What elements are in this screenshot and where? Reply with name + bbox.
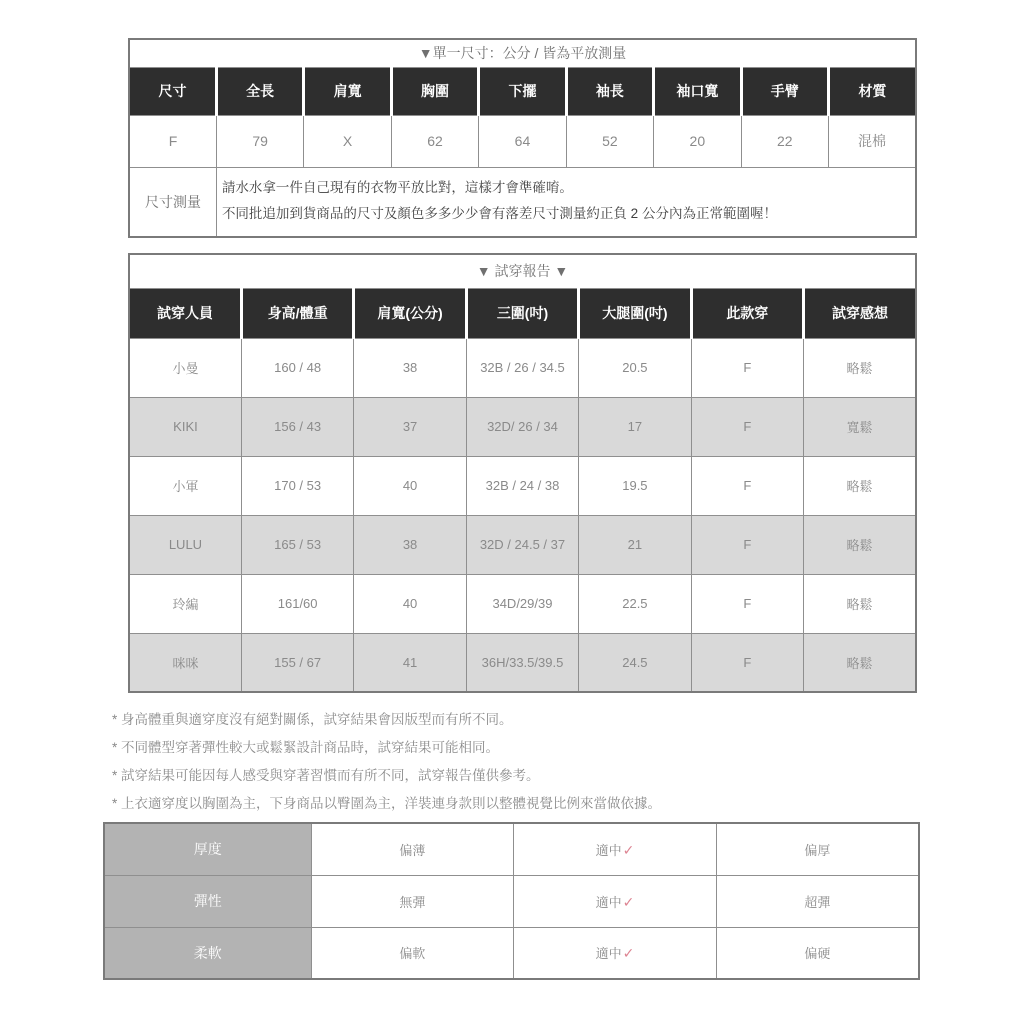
size-table-title: ▼單一尺寸：公分 / 皆為平放測量	[129, 39, 916, 67]
property-row-stretch	[104, 875, 919, 927]
fit-cell: 38	[354, 515, 466, 574]
property-label: 柔軟	[104, 927, 311, 979]
fit-table-header-row	[129, 288, 916, 338]
size-value-cuff: 20	[654, 115, 741, 167]
fit-header-wears: 此款穿	[691, 288, 803, 338]
fit-cell: F	[691, 338, 803, 397]
size-value-bust: 62	[391, 115, 478, 167]
fit-row	[129, 338, 916, 397]
property-option: 偏薄	[311, 823, 514, 875]
measure-notes	[216, 167, 916, 237]
fit-cell: 24.5	[579, 633, 691, 692]
fit-header-thigh: 大腿圍(吋)	[579, 288, 691, 338]
property-option-text: 適中	[595, 946, 622, 962]
fit-table-title: ▼ 試穿報告 ▼	[129, 254, 916, 288]
measure-label: 尺寸測量	[129, 167, 216, 237]
size-table-title-row	[129, 39, 916, 67]
measure-note-line: 請水水拿一件自己現有的衣物平放比對，這樣才會準確唷。	[221, 179, 573, 195]
property-option-checked	[514, 875, 717, 927]
fit-cell: 34D/29/39	[466, 574, 578, 633]
size-value-length: 79	[216, 115, 303, 167]
fit-cell: 略鬆	[804, 633, 916, 692]
size-value-sleeve: 52	[566, 115, 653, 167]
fit-cell: 21	[579, 515, 691, 574]
size-header-hem: 下擺	[479, 67, 566, 115]
property-option: 偏硬	[716, 927, 919, 979]
property-option: 超彈	[716, 875, 919, 927]
fit-cell: 156 / 43	[241, 397, 353, 456]
fit-cell: 19.5	[579, 456, 691, 515]
fit-row	[129, 633, 916, 692]
fit-cell: KIKI	[129, 397, 241, 456]
property-label: 彈性	[104, 875, 311, 927]
fit-cell: 略鬆	[804, 456, 916, 515]
size-header-shoulder: 肩寬	[304, 67, 391, 115]
fit-cell: 161/60	[241, 574, 353, 633]
size-measure-row	[129, 167, 916, 237]
size-value-shoulder: X	[304, 115, 391, 167]
property-option-checked	[514, 823, 717, 875]
size-table-data-row	[129, 115, 916, 167]
property-option: 無彈	[311, 875, 514, 927]
fit-cell: 155 / 67	[241, 633, 353, 692]
fit-cell: 170 / 53	[241, 456, 353, 515]
fit-cell: 160 / 48	[241, 338, 353, 397]
fit-header-hw: 身高/體重	[241, 288, 353, 338]
size-header-sleeve: 袖長	[566, 67, 653, 115]
fit-cell: 17	[579, 397, 691, 456]
property-option-text: 適中	[595, 842, 622, 858]
fit-cell: 22.5	[579, 574, 691, 633]
fit-header-feel: 試穿感想	[804, 288, 916, 338]
note-line: * 不同體型穿著彈性較大或鬆緊設計商品時，試穿結果可能相同。	[112, 740, 500, 755]
size-value-material: 混棉	[829, 115, 917, 167]
size-header-bust: 胸圍	[391, 67, 478, 115]
size-value-hem: 64	[479, 115, 566, 167]
fit-cell: F	[691, 456, 803, 515]
fit-cell: 37	[354, 397, 466, 456]
disclaimer-notes	[112, 706, 912, 818]
fit-cell: 咪咪	[129, 633, 241, 692]
fit-cell: 32D/ 26 / 34	[466, 397, 578, 456]
size-table-header-row	[129, 67, 916, 115]
fit-row	[129, 574, 916, 633]
fit-cell: 36H/33.5/39.5	[466, 633, 578, 692]
fabric-property-table	[103, 822, 920, 980]
check-icon: ✓	[622, 893, 635, 910]
fit-cell: 40	[354, 574, 466, 633]
size-value-arm: 22	[741, 115, 828, 167]
size-table	[128, 38, 917, 238]
note-line: * 試穿結果可能因每人感受與穿著習慣而有所不同，試穿報告僅供參考。	[112, 768, 540, 783]
fit-cell: 玲編	[129, 574, 241, 633]
property-option: 偏軟	[311, 927, 514, 979]
fit-header-model: 試穿人員	[129, 288, 241, 338]
measure-note-line: 不同批追加到貨商品的尺寸及顏色多多少少會有落差尺寸測量約正負 2 公分內為正常範圍喔！	[221, 205, 777, 221]
fit-cell: F	[691, 574, 803, 633]
property-option-text: 適中	[595, 894, 622, 910]
fit-cell: 40	[354, 456, 466, 515]
fit-cell: 41	[354, 633, 466, 692]
note-line: * 上衣適穿度以胸圍為主，下身商品以臀圍為主，洋裝連身款則以整體視覺比例來當做依據。	[112, 796, 662, 811]
fit-cell: 小軍	[129, 456, 241, 515]
fit-header-bwh: 三圍(吋)	[466, 288, 578, 338]
fit-row	[129, 456, 916, 515]
size-header-size: 尺寸	[129, 67, 216, 115]
fit-cell: 32B / 24 / 38	[466, 456, 578, 515]
fit-cell: 略鬆	[804, 515, 916, 574]
fit-cell: 38	[354, 338, 466, 397]
fit-table-title-row	[129, 254, 916, 288]
fit-cell: 寬鬆	[804, 397, 916, 456]
fit-cell: 略鬆	[804, 574, 916, 633]
note-line: * 身高體重與適穿度沒有絕對關係，試穿結果會因版型而有所不同。	[112, 712, 513, 727]
size-header-length: 全長	[216, 67, 303, 115]
fit-header-shoulder: 肩寬(公分)	[354, 288, 466, 338]
fit-cell: 32B / 26 / 34.5	[466, 338, 578, 397]
fit-row	[129, 515, 916, 574]
fit-cell: F	[691, 397, 803, 456]
fit-cell: 20.5	[579, 338, 691, 397]
fit-report-table	[128, 253, 917, 693]
fit-cell: F	[691, 515, 803, 574]
property-label: 厚度	[104, 823, 311, 875]
check-icon: ✓	[622, 945, 635, 962]
fit-cell: 小曼	[129, 338, 241, 397]
check-icon: ✓	[622, 841, 635, 858]
size-value-size: F	[129, 115, 216, 167]
fit-cell: 32D / 24.5 / 37	[466, 515, 578, 574]
property-option-checked	[514, 927, 717, 979]
size-header-material: 材質	[829, 67, 917, 115]
size-header-cuff: 袖口寬	[654, 67, 741, 115]
fit-cell: LULU	[129, 515, 241, 574]
fit-cell: F	[691, 633, 803, 692]
fit-cell: 略鬆	[804, 338, 916, 397]
property-row-softness	[104, 927, 919, 979]
property-row-thickness	[104, 823, 919, 875]
size-header-arm: 手臂	[741, 67, 828, 115]
property-option: 偏厚	[716, 823, 919, 875]
fit-cell: 165 / 53	[241, 515, 353, 574]
fit-row	[129, 397, 916, 456]
